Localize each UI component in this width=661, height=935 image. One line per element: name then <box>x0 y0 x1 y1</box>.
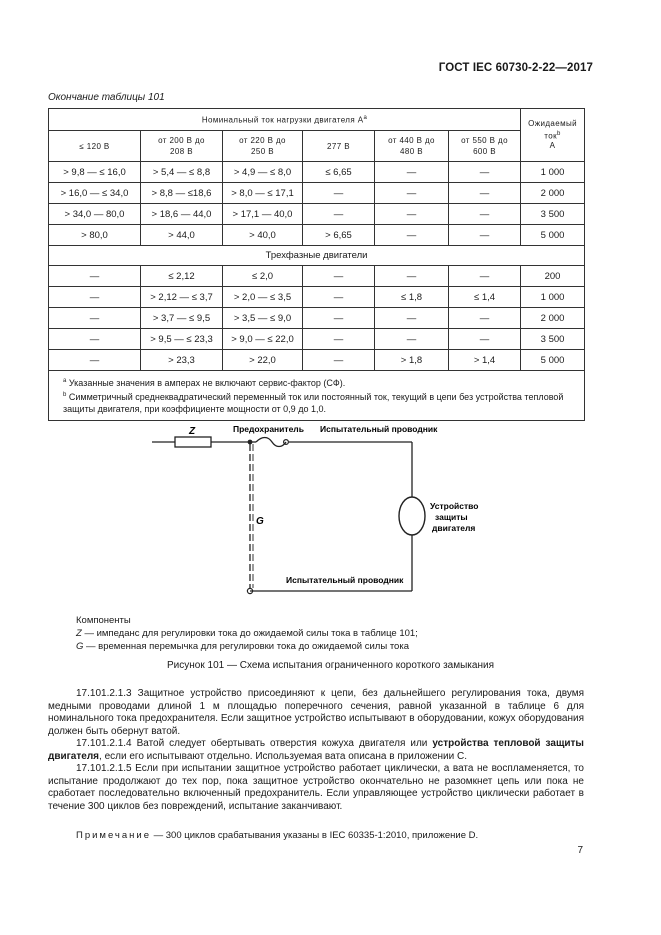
table-cell: > 4,9 — ≤ 8,0 <box>223 162 303 183</box>
table-cell: — <box>375 204 449 225</box>
table-cell: — <box>375 162 449 183</box>
table-cell: 1 000 <box>521 162 585 183</box>
note-a: $^a$ Указанные значения в амперах не включают сервис-фактор (СФ). <box>63 378 346 388</box>
table-cell: > 1,8 <box>375 350 449 371</box>
table-cell: 3 500 <box>521 204 585 225</box>
table-row <box>49 204 585 225</box>
column-header: от 550 В до 600 В <box>449 131 521 162</box>
table-cell: > 9,5 — ≤ 23,3 <box>141 329 223 350</box>
impedance-z <box>175 437 211 447</box>
table-cell: > 22,0 <box>223 350 303 371</box>
label-device-3: двигателя <box>432 523 476 533</box>
column-header: от 220 В до 250 В <box>223 131 303 162</box>
table-cell: > 2,0 — ≤ 3,5 <box>223 287 303 308</box>
label-g: G <box>256 516 264 527</box>
table-cell: — <box>49 308 141 329</box>
components-legend <box>76 614 418 653</box>
table-cell: — <box>449 266 521 287</box>
table-cell: > 80,0 <box>49 225 141 246</box>
group-header: Номинальный ток нагрузки двигателя $А^a$ <box>49 109 521 131</box>
label-device-2: защиты <box>435 512 468 522</box>
note: Примечание — 300 циклов срабатывания указаны в IEC 60335-1:2010, приложение D. <box>76 830 479 841</box>
table-cell: — <box>375 225 449 246</box>
table-cell: > 16,0 — ≤ 34,0 <box>49 183 141 204</box>
table-cell: — <box>449 162 521 183</box>
table-cell: 2 000 <box>521 308 585 329</box>
paragraph-17-101-2-1-4: 17.101.2.1.4 Ватой следует обертывать отверстия кожуха двигателя или устройства тепловой защиты двигателя, если его испытывают отдельно. Используемая вата описана в приложении С. <box>48 738 584 762</box>
label-fuse: Предохранитель <box>233 424 304 434</box>
components-title: Компоненты <box>76 615 131 626</box>
label-device-1: Устройство <box>430 501 479 511</box>
table-cell: > 2,12 — ≤ 3,7 <box>141 287 223 308</box>
table-cell: > 8,8 — ≤18,6 <box>141 183 223 204</box>
table-cell: — <box>303 183 375 204</box>
page-number: 7 <box>577 845 583 856</box>
paragraph-17-101-2-1-3: 17.101.2.1.3 Защитное устройство присоединяют к цепи, без дальнейшего регулирования тока, двумя медными проводами длиной 1 м площадью поперечного сечения, равной указанной в таблице 6 для номинального тока предохранителя. Если защитное устройство испытывают в оборудовании, кожух оборудования должен быть обернут ватой. <box>48 688 584 737</box>
table-row <box>49 183 585 204</box>
table-cell: > 34,0 — 80,0 <box>49 204 141 225</box>
body-text <box>48 688 584 813</box>
column-header: 277 В <box>303 131 375 162</box>
table-row <box>49 287 585 308</box>
table-row <box>49 308 585 329</box>
table-cell: 5 000 <box>521 225 585 246</box>
table-cell: — <box>49 266 141 287</box>
table-cell: — <box>303 287 375 308</box>
table-cell: ≤ 6,65 <box>303 162 375 183</box>
table-cell: — <box>49 329 141 350</box>
table-cell: — <box>449 308 521 329</box>
figure-caption: Рисунок 101 — Схема испытания ограниченного короткого замыкания <box>167 660 494 671</box>
table-cell: > 1,4 <box>449 350 521 371</box>
table-cell: 2 000 <box>521 183 585 204</box>
label-z: Z <box>189 426 196 437</box>
note-b: $^b$ Симметричный среднеквадратический переменный ток или постоянный ток, текущий в цепи без устройства тепловой защиты двигателя, при коэффициенте мощности от 0,9 до 1,0. <box>63 392 564 414</box>
fuse-symbol <box>256 438 286 447</box>
component-z: Z — импеданс для регулировки тока до ожидаемой силы тока в таблице 101; <box>76 628 418 639</box>
table-cell: — <box>375 266 449 287</box>
table-cell: > 17,1 — 40,0 <box>223 204 303 225</box>
label-test-conductor-top: Испытательный проводник <box>320 424 438 434</box>
motor-current-table <box>48 108 585 421</box>
table-cell: — <box>375 329 449 350</box>
table-cell: — <box>303 329 375 350</box>
table-cell: ≤ 1,8 <box>375 287 449 308</box>
table-cell: > 9,0 — ≤ 22,0 <box>223 329 303 350</box>
table-row <box>49 162 585 183</box>
table-cell: — <box>303 204 375 225</box>
table-cell: > 44,0 <box>141 225 223 246</box>
table-cell: > 5,4 — ≤ 8,8 <box>141 162 223 183</box>
table-row <box>49 329 585 350</box>
table-cell: — <box>375 183 449 204</box>
paragraph-17-101-2-1-5: 17.101.2.1.5 Если при испытании защитное устройство работает циклически, а вата не воспламеняется, то испытание продолжают до тех пор, пока защитное устройство окончательно не разомкнет цепь или пока не сработает последовательно включенный предохранитель. Если управляющее устройство циклически работает в течение 300 циклов без повреждений, испытание заканчивают. <box>48 763 584 812</box>
table-cell: — <box>449 329 521 350</box>
table-row <box>49 350 585 371</box>
circuit-diagram <box>140 414 479 604</box>
table-cell: ≤ 2,0 <box>223 266 303 287</box>
table-cell: ≤ 2,12 <box>141 266 223 287</box>
standard-designation: ГОСТ IEC 60730-2-22—2017 <box>438 62 593 74</box>
table-cell: — <box>449 183 521 204</box>
table-cell: — <box>49 287 141 308</box>
table-cell: > 40,0 <box>223 225 303 246</box>
table-caption: Окончание таблицы 101 <box>48 92 165 103</box>
column-header: от 200 В до 208 В <box>141 131 223 162</box>
label-test-conductor-bottom: Испытательный проводник <box>286 575 404 585</box>
table-cell: — <box>449 225 521 246</box>
table-notes <box>49 371 585 421</box>
table-cell: — <box>303 308 375 329</box>
expected-current-header: Ожидаемый ток$^b$ А <box>521 109 585 162</box>
table-cell: — <box>303 350 375 371</box>
table-cell: > 3,5 — ≤ 9,0 <box>223 308 303 329</box>
table-cell: — <box>49 350 141 371</box>
section-three-phase: Трехфазные двигатели <box>49 246 585 266</box>
table-cell: 1 000 <box>521 287 585 308</box>
column-header: от 440 В до 480 В <box>375 131 449 162</box>
table-cell: > 9,8 — ≤ 16,0 <box>49 162 141 183</box>
table-cell: 5 000 <box>521 350 585 371</box>
table-cell: > 6,65 <box>303 225 375 246</box>
table-cell: 3 500 <box>521 329 585 350</box>
table-cell: > 8,0 — ≤ 17,1 <box>223 183 303 204</box>
table-cell: ≤ 1,4 <box>449 287 521 308</box>
table-row <box>49 266 585 287</box>
component-g: G — временная перемычка для регулировки тока до ожидаемой силы тока <box>76 641 409 652</box>
table-cell: — <box>449 204 521 225</box>
column-header: ≤ 120 В <box>49 131 141 162</box>
table-cell: — <box>303 266 375 287</box>
table-cell: > 23,3 <box>141 350 223 371</box>
table-cell: — <box>375 308 449 329</box>
table-cell: > 18,6 — 44,0 <box>141 204 223 225</box>
table-row <box>49 225 585 246</box>
table-cell: > 3,7 — ≤ 9,5 <box>141 308 223 329</box>
motor-protector <box>399 497 425 535</box>
table-cell: 200 <box>521 266 585 287</box>
